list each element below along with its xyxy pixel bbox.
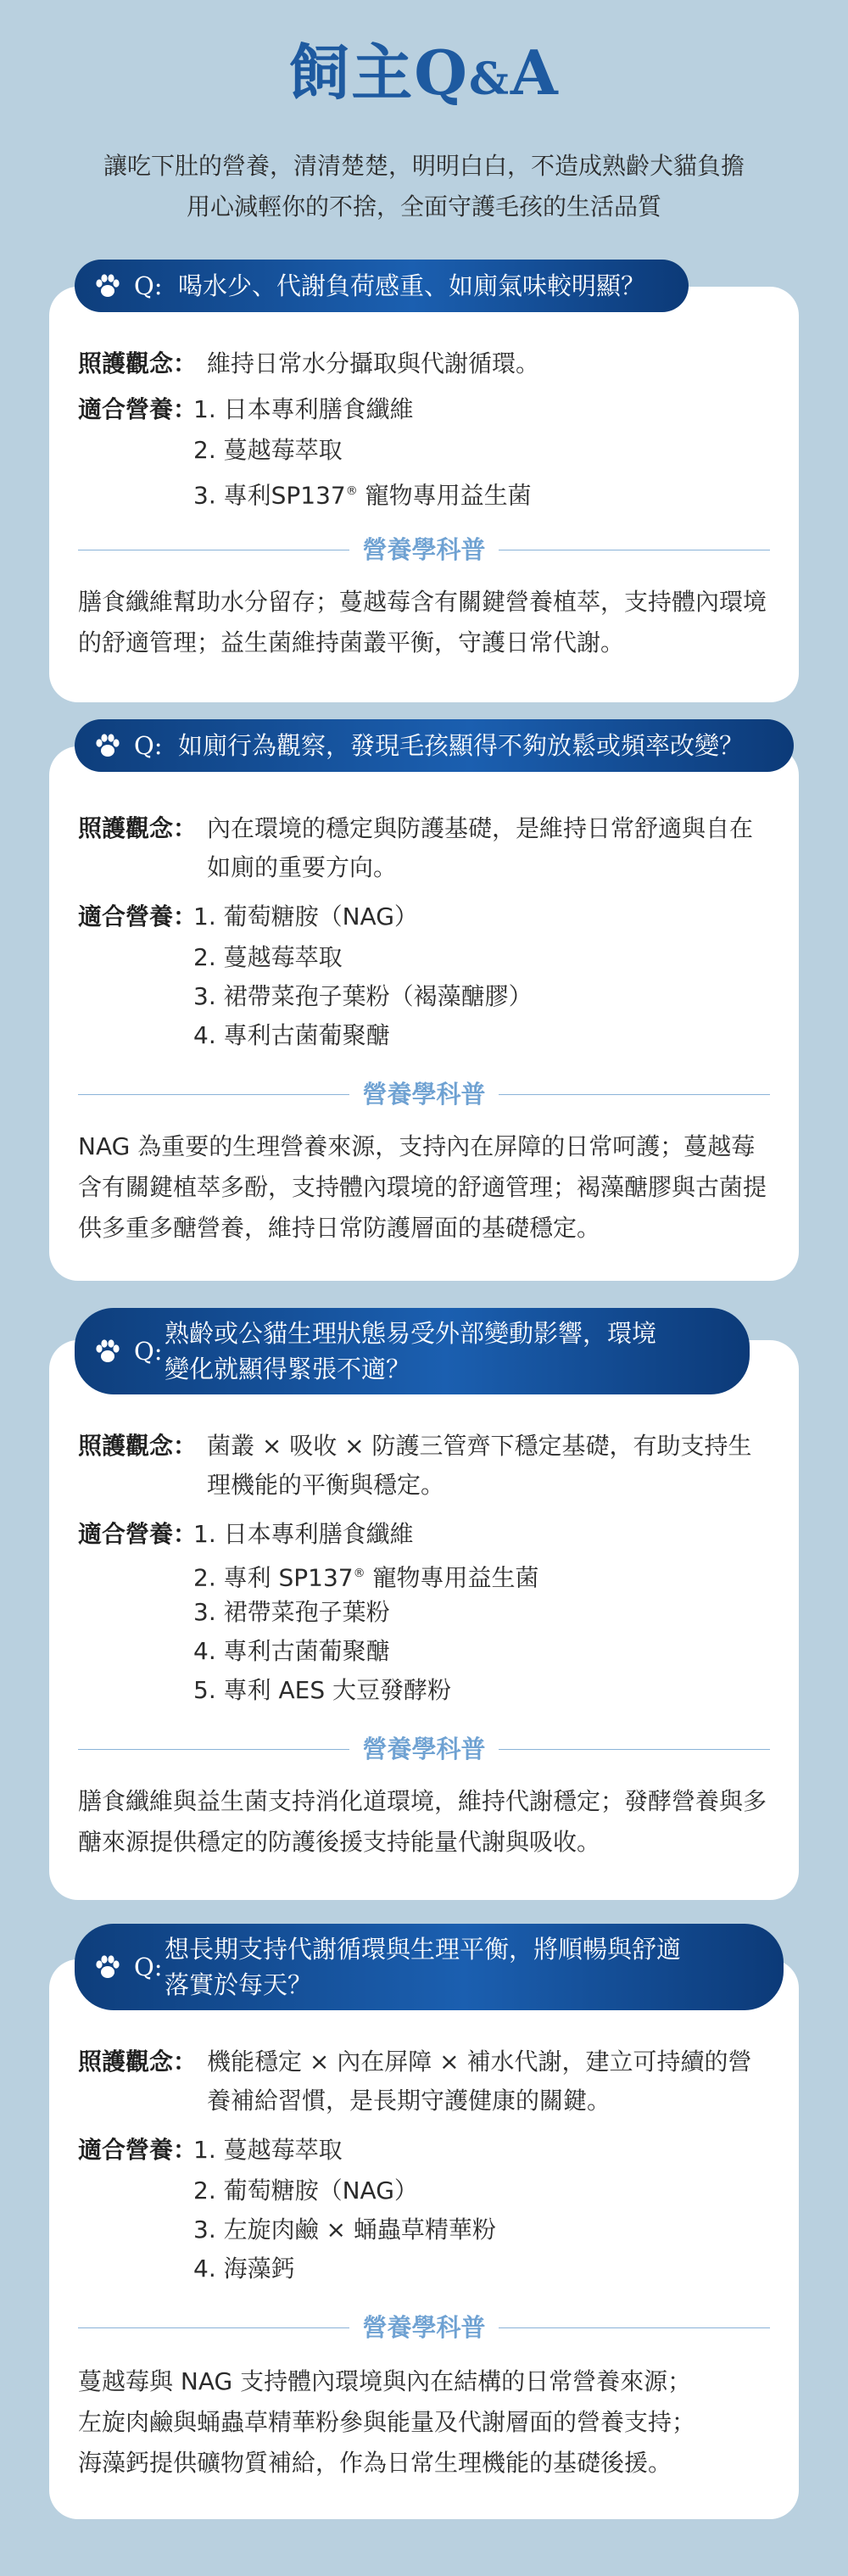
nutrient-item: 2. 蔓越莓萃取	[193, 436, 343, 464]
question-text: 如廁行為觀察，發現毛孩顯得不夠放鬆或頻率改變？	[178, 731, 745, 760]
nutrition-row-2	[78, 897, 197, 936]
science-divider-3	[78, 1732, 770, 1766]
question-text-line-1: 想長期支持代謝循環與生理平衡，將順暢與舒適	[165, 1935, 682, 1964]
divider-text: 營養學科普	[362, 1735, 486, 1763]
question-pill-3	[75, 1308, 750, 1394]
question-text: 喝水少、代謝負荷感重、如廁氣味較明顯？	[178, 271, 646, 300]
nutrient-item: 3. 左旋肉鹼 × 蛹蟲草精華粉	[193, 2216, 496, 2244]
concept-label: 照護觀念：	[78, 1432, 198, 1460]
science-line: 蔓越莓與 NAG 支持體內環境與內在結構的日常營養來源；	[78, 2367, 692, 2395]
question-text-line-1: 熟齡或公貓生理狀態易受外部變動影響，環境	[165, 1319, 657, 1348]
intro-text	[51, 146, 797, 227]
nutrient-item: 4. 海藻鈣	[193, 2255, 295, 2283]
concept-label: 照護觀念：	[78, 2048, 198, 2076]
nutrition-label: 適合營養：	[78, 395, 198, 423]
science-divider-4	[78, 2311, 770, 2344]
page-title: 飼主Q&A	[288, 36, 560, 109]
concept-row-3	[78, 1427, 752, 1499]
nutrient-item: 3. 裙帶菜孢子葉粉	[193, 1598, 390, 1626]
question-pill-1	[75, 260, 689, 312]
nutrient-item: 1. 葡萄糖胺（NAG）	[193, 902, 418, 930]
science-text-1: 膳食纖維幫助水分留存；蔓越莓含有關鍵營養植萃，支持體內環境的舒適管理；益生菌維持菌叢平衡，守護日常代謝。	[78, 588, 767, 657]
science-text-4	[78, 2361, 773, 2484]
nutrition-label: 適合營養：	[78, 902, 198, 930]
science-divider-2	[78, 1077, 770, 1111]
nutrition-row-1	[78, 390, 197, 429]
nutrient-item: 3. 裙帶菜孢子葉粉（褐藻醣膠）	[193, 982, 533, 1010]
nutrient-item: 5. 專利 AES 大豆發酵粉	[193, 1676, 452, 1704]
concept-row-4	[78, 2042, 752, 2115]
nutrient-item: 2. 葡萄糖胺（NAG）	[193, 2176, 418, 2204]
nutrient-item: 1. 蔓越莓萃取	[193, 2136, 343, 2164]
nutrient-item: 2. 蔓越莓萃取	[193, 943, 343, 971]
divider-text: 營養學科普	[362, 535, 486, 564]
paw-icon	[93, 731, 122, 760]
nutrient-item: 4. 專利古菌葡聚醣	[193, 1637, 390, 1665]
question-pill-2	[75, 719, 794, 772]
science-text-3: 膳食纖維與益生菌支持消化道環境，維持代謝穩定；發酵營養與多醣來源提供穩定的防護後援支持能量代謝與吸收。	[78, 1787, 767, 1856]
question-prefix: Q:	[134, 271, 163, 300]
question-prefix: Q:	[134, 1337, 163, 1366]
science-text-2: NAG 為重要的生理營養來源，支持內在屏障的日常呵護；蔓越莓含有關鍵植萃多酚，支持體內環境的舒適管理；褐藻醣膠與古菌提供多重多醣營養，維持日常防護層面的基礎穩定。	[78, 1132, 767, 1242]
science-line: 左旋肉鹼與蛹蟲草精華粉參與能量及代謝層面的營養支持；	[78, 2408, 696, 2436]
paw-icon	[93, 1953, 122, 1981]
paw-icon	[93, 271, 122, 300]
nutrition-row-4	[78, 2131, 197, 2170]
concept-row-1	[78, 344, 540, 383]
science-divider-1	[78, 533, 770, 567]
nutrient-item: 1. 日本專利膳食纖維	[193, 395, 414, 423]
intro-line-2: 用心減輕你的不捨，全面守護毛孩的生活品質	[186, 193, 661, 221]
question-pill-4	[75, 1924, 784, 2010]
divider-text: 營養學科普	[362, 1080, 486, 1109]
concept-text: 機能穩定 × 內在屏障 × 補水代謝，建立可持續的營養補給習慣，是長期守護健康的關鍵。	[207, 2048, 752, 2115]
concept-label: 照護觀念：	[78, 349, 198, 377]
nutrient-item: 1. 日本專利膳食纖維	[193, 1520, 414, 1548]
nutrition-label: 適合營養：	[78, 2136, 198, 2164]
intro-line-1: 讓吃下肚的營養，清清楚楚，明明白白，不造成熟齡犬貓負擔	[103, 152, 745, 180]
nutrition-label: 適合營養：	[78, 1520, 198, 1548]
science-line: 海藻鈣提供礦物質補給，作為日常生理機能的基礎後援。	[78, 2449, 672, 2477]
concept-label: 照護觀念：	[78, 814, 198, 842]
question-prefix: Q:	[134, 731, 163, 760]
divider-text: 營養學科普	[362, 2313, 486, 2342]
nutrient-item: 4. 專利古菌葡聚醣	[193, 1021, 390, 1049]
question-text-line-2: 落實於每天？	[165, 1970, 313, 1999]
paw-icon	[93, 1337, 122, 1366]
nutrient-item: 2. 專利 SP137® 寵物專用益生菌	[193, 1563, 539, 1592]
question-text-line-2: 變化就顯得緊張不適？	[165, 1355, 411, 1383]
question-prefix: Q:	[134, 1953, 163, 1981]
concept-row-2	[78, 809, 754, 881]
concept-text: 菌叢 × 吸收 × 防護三管齊下穩定基礎，有助支持生理機能的平衡與穩定。	[207, 1432, 752, 1499]
concept-text: 內在環境的穩定與防護基礎，是維持日常舒適與自在如廁的重要方向。	[207, 814, 754, 881]
page-header	[0, 0, 848, 254]
nutrition-row-3	[78, 1515, 197, 1554]
concept-text: 維持日常水分攝取與代謝循環。	[207, 349, 540, 377]
nutrient-item: 3. 專利SP137® 寵物專用益生菌	[193, 481, 532, 510]
